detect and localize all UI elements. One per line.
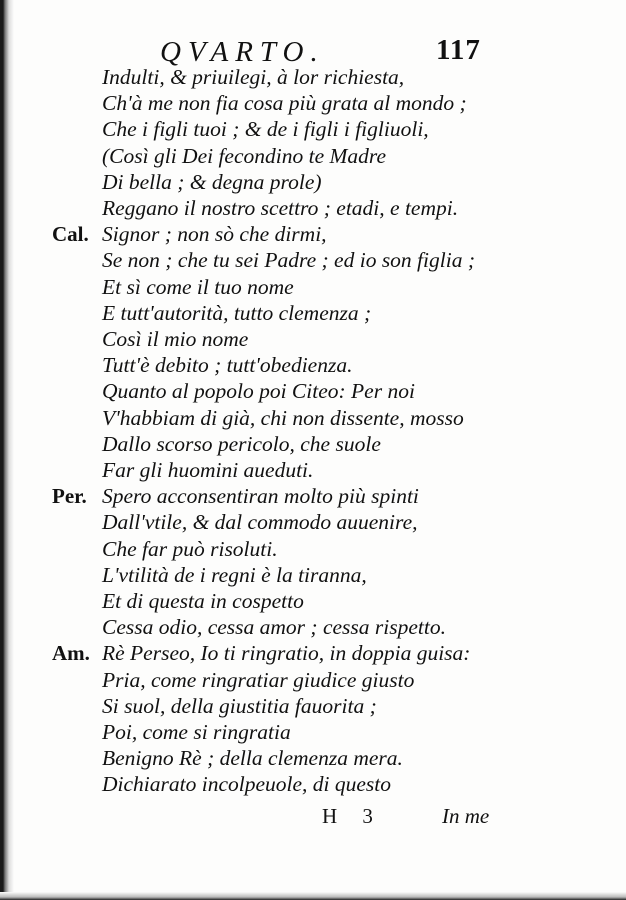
signature-mark: H 3 — [322, 804, 383, 828]
verse-line: Signor ; non sò che dirmi, — [102, 222, 327, 247]
verse-line: V'habbiam di già, chi non dissente, mosso — [102, 405, 464, 430]
verse-line: Et di questa in cospetto — [102, 589, 304, 613]
verse-line: Di bella ; & degna prole) — [102, 169, 322, 194]
verse-line: Pria, come ringratiar giudice giusto — [102, 667, 415, 692]
verse-line: Poi, come si ringratia — [102, 720, 291, 744]
verse-line: Tutt'è debito ; tutt'obedienza. — [102, 353, 353, 378]
speaker-name: Per. — [52, 484, 87, 509]
verse-line: Reggano il nostro scettro ; etadi, e tempi. — [102, 196, 459, 220]
verse-line: Si suol, della giustitia fauorita ; — [102, 693, 377, 718]
catchword: In me — [442, 804, 490, 828]
verse-line: Che far può risoluti. — [102, 536, 278, 561]
verse-line: (Così gli Dei fecondino te Madre — [102, 143, 387, 168]
verse-line: Che i figli tuoi ; & de i figli i figliuoli, — [102, 117, 429, 142]
speaker-name: Am. — [52, 641, 90, 666]
running-title: QVARTO. — [160, 36, 325, 68]
verse-line: Dall'vtile, & dal commodo auuenire, — [102, 510, 418, 535]
verse-line: Far gli huomini aueduti. — [102, 458, 314, 482]
verse-line: Et sì come il tuo nome — [102, 274, 294, 299]
verse-line: Spero acconsentiran molto più spinti — [102, 484, 419, 509]
verse-line: Quanto al popolo poi Citeo: Per noi — [102, 379, 415, 404]
page-bottom-edge — [0, 892, 626, 900]
verse-line: Benigno Rè ; della clemenza mera. — [102, 746, 403, 771]
verse-line: Dichiarato incolpeuole, di questo — [102, 772, 392, 797]
verse-line: Dallo scorso pericolo, che suole — [102, 431, 381, 456]
verse-line: Cessa odio, cessa amor ; cessa rispetto. — [102, 615, 446, 640]
verse-line: Se non ; che tu sei Padre ; ed io son figlia ; — [102, 248, 475, 273]
speaker-name: Cal. — [52, 222, 89, 247]
page-number: 117 — [436, 34, 481, 66]
verse-line: Così il mio nome — [102, 327, 249, 351]
verse-line: L'vtilità de i regni è la tiranna, — [102, 562, 367, 587]
verse-line: Indulti, & priuilegi, à lor richiesta, — [102, 65, 405, 89]
verse-line: Rè Perseo, Io ti ringratio, in doppia guisa: — [102, 641, 471, 666]
verse-line: Ch'à me non fia cosa più grata al mondo ; — [102, 91, 467, 116]
verse-line: E tutt'autorità, tutto clemenza ; — [102, 300, 372, 325]
